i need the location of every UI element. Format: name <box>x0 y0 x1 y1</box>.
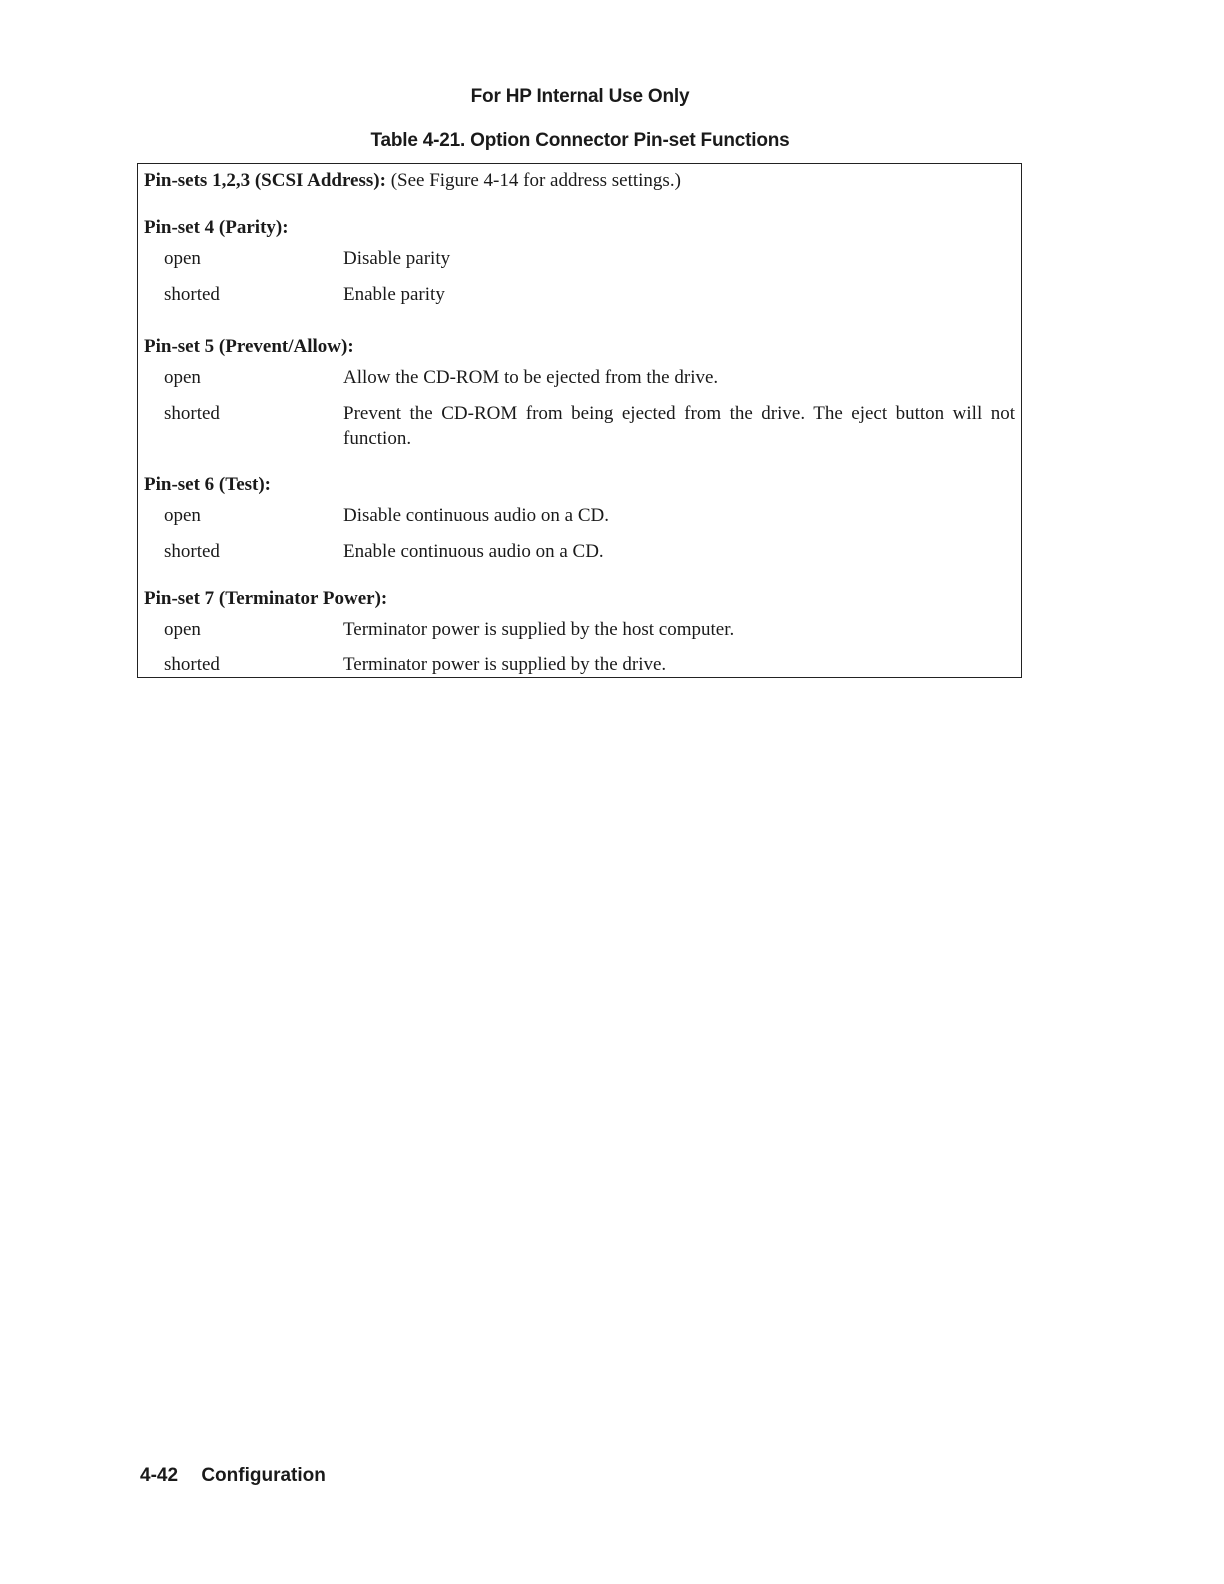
pinset-functions-table <box>137 163 1022 678</box>
prevent-allow-open-desc: Allow the CD-ROM to be ejected from the drive. <box>343 367 719 388</box>
prevent-allow-shorted-state: shorted <box>164 403 220 424</box>
page-number: 4-42 <box>140 1465 179 1486</box>
scsi-address-row <box>144 170 681 192</box>
terminator-power-open-state: open <box>164 619 201 640</box>
prevent-allow-label: Pin-set 5 (Prevent/Allow): <box>144 336 354 357</box>
table-caption: Table 4-21. Option Connector Pin-set Functions <box>370 130 790 151</box>
terminator-power-shorted-state: shorted <box>164 654 220 675</box>
scsi-address-note: (See Figure 4-14 for address settings.) <box>390 170 681 191</box>
prevent-allow-shorted-desc: Prevent the CD-ROM from being ejected from the drive. The eject button will not function. <box>343 403 1015 449</box>
scsi-address-label: Pin-sets 1,2,3 (SCSI Address): <box>144 170 386 191</box>
terminator-power-label: Pin-set 7 (Terminator Power): <box>144 588 388 609</box>
test-shorted-state: shorted <box>164 541 220 562</box>
terminator-power-open-desc: Terminator power is supplied by the host computer. <box>343 619 735 640</box>
section-name: Configuration <box>201 1465 326 1486</box>
test-open-state: open <box>164 505 201 526</box>
prevent-allow-open-state: open <box>164 367 201 388</box>
page-footer <box>140 1465 326 1487</box>
test-shorted-desc: Enable continuous audio on a CD. <box>343 541 604 562</box>
terminator-power-heading <box>144 588 387 610</box>
test-open-desc: Disable continuous audio on a CD. <box>343 505 609 526</box>
parity-open-state: open <box>164 248 201 269</box>
internal-use-notice: For HP Internal Use Only <box>470 86 690 107</box>
parity-label: Pin-set 4 (Parity): <box>144 217 289 238</box>
parity-heading <box>144 217 289 239</box>
test-heading <box>144 474 271 496</box>
parity-shorted-state: shorted <box>164 284 220 305</box>
parity-open-desc: Disable parity <box>343 248 451 269</box>
test-label: Pin-set 6 (Test): <box>144 474 271 495</box>
prevent-allow-heading <box>144 336 354 358</box>
terminator-power-shorted-desc: Terminator power is supplied by the drive. <box>343 654 667 675</box>
parity-shorted-desc: Enable parity <box>343 284 445 305</box>
